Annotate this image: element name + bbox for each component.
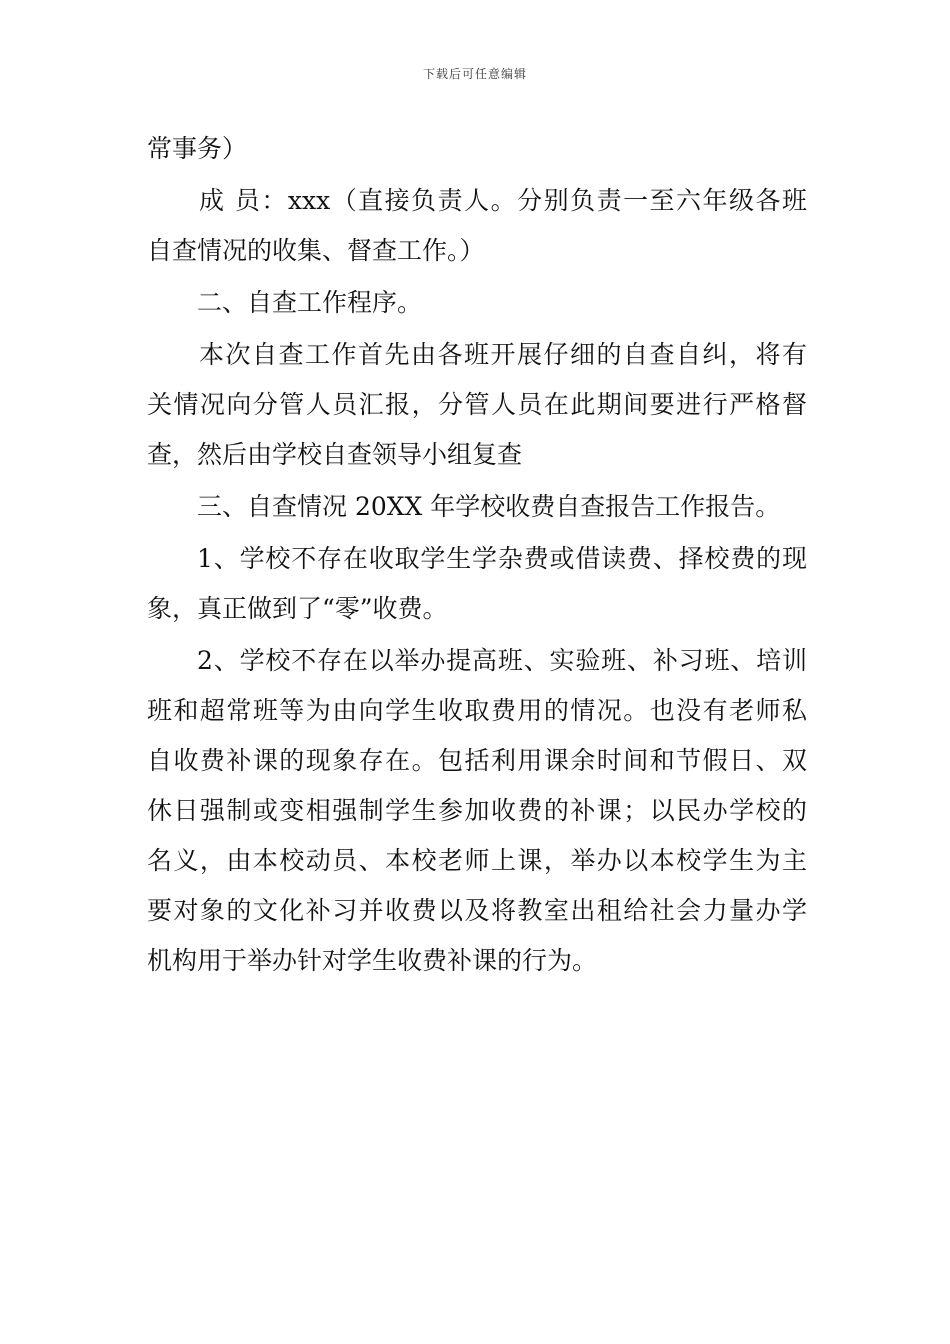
paragraph-line: 常事务） <box>147 134 248 163</box>
page-header-note: 下载后可任意编辑 <box>422 67 527 81</box>
list-item-line: 休日强制或变相强制学生参加收费的补课；以民办学校的 <box>147 796 807 825</box>
list-item-line: 要对象的文化补习并收费以及将教室出租给社会力量办学 <box>147 896 807 925</box>
list-item-line: 机构用于举办针对学生收费补课的行为。 <box>147 946 598 975</box>
paragraph-line: 查，然后由学校自查领导小组复查 <box>147 440 523 469</box>
document-body <box>147 124 807 986</box>
list-item-line: 2、学校不存在以举办提高班、实验班、补习班、培训 <box>197 646 807 675</box>
section-heading: 二、自查工作程序。 <box>197 288 423 317</box>
paragraph-line: 自查情况的收集、督查工作。） <box>147 236 485 265</box>
section-heading: 三、自查情况 20XX 年学校收费自查报告工作报告。 <box>197 492 781 521</box>
paragraph-line: 关情况向分管人员汇报，分管人员在此期间要进行严格督 <box>147 390 807 419</box>
list-item-line: 班和超常班等为由向学生收取费用的情况。也没有老师私 <box>147 696 807 725</box>
list-item-line: 1、学校不存在收取学生学杂费或借读费、择校费的现 <box>197 544 807 573</box>
list-item-line: 象，真正做到了“零”收费。 <box>147 594 448 623</box>
list-item-line: 自收费补课的现象存在。包括利用课余时间和节假日、双 <box>147 746 807 775</box>
paragraph-line: 本次自查工作首先由各班开展仔细的自查自纠，将有 <box>199 340 807 369</box>
paragraph-line: 成 员：xxx（直接负责人。分别负责一至六年级各班 <box>199 186 807 215</box>
list-item-line: 名义，由本校动员、本校老师上课，举办以本校学生为主 <box>147 846 807 875</box>
